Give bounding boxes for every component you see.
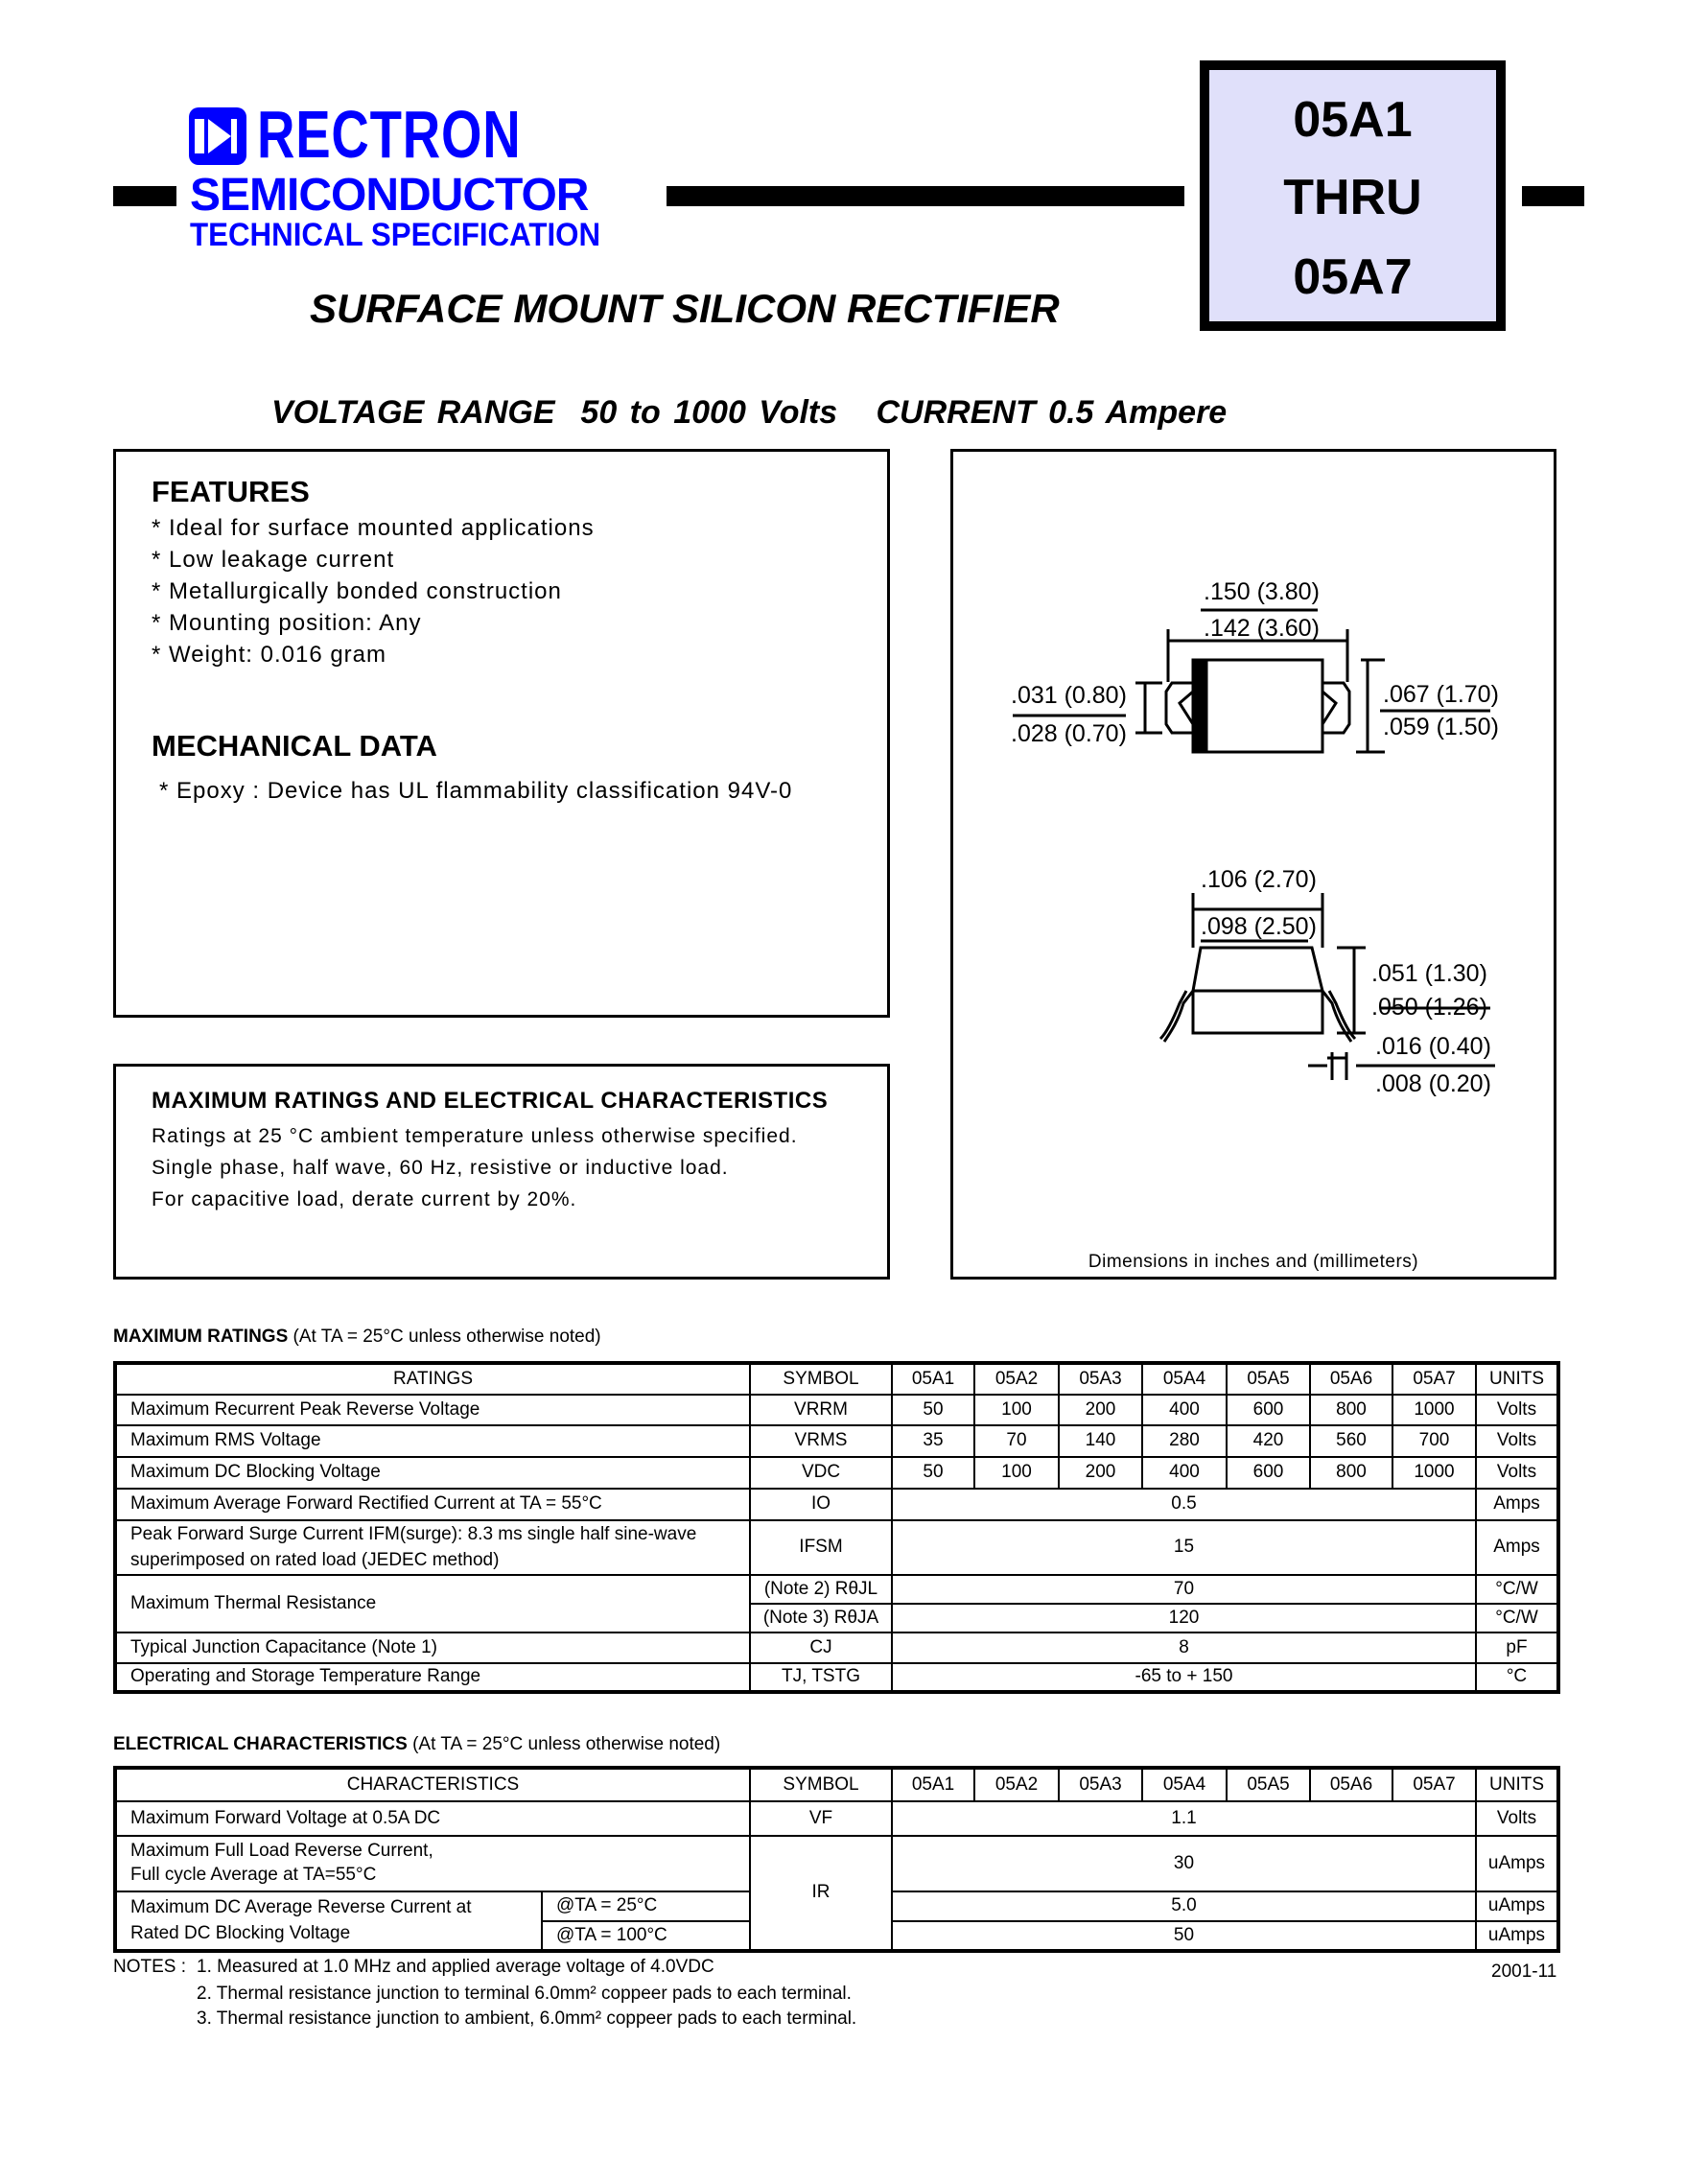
max-ratings-table [113, 1361, 1560, 1694]
feature-item: * Metallurgically bonded construction [152, 578, 562, 604]
note-item: 1. Measured at 1.0 MHz and applied average voltage of 4.0VDC [197, 1957, 714, 1977]
value-cell: 800 [1310, 1395, 1392, 1425]
brand-name: RECTRON [257, 97, 522, 172]
value-cell: 100 [974, 1457, 1059, 1489]
unit-cell: Amps [1476, 1489, 1558, 1520]
rating-symbol: VDC [750, 1457, 892, 1489]
note-item: 3. Thermal resistance junction to ambient, 6.0mm² coppeer pads to each terminal. [197, 2008, 857, 2029]
notes-prefix: NOTES : [113, 1957, 187, 1977]
rating-symbol: IFSM [750, 1520, 892, 1575]
package-outline-drawing [953, 452, 1554, 1277]
table-row [115, 1457, 1558, 1489]
part-from: 05A1 [1293, 92, 1413, 148]
unit-cell: uAmps [1476, 1891, 1558, 1921]
dim-height-min: .050 (1.26) [1371, 994, 1487, 1021]
char-symbol: IR [750, 1836, 892, 1951]
rating-symbol: VRMS [750, 1425, 892, 1457]
unit-cell: Amps [1476, 1520, 1558, 1575]
header-rule-middle [667, 186, 1184, 206]
max-ratings-label [113, 1327, 601, 1348]
feature-item: * Ideal for surface mounted applications [152, 515, 595, 541]
value-cell: 8 [892, 1632, 1476, 1663]
table-row [115, 1395, 1558, 1425]
value-cell: 0.5 [892, 1489, 1476, 1520]
value-cell: 120 [892, 1604, 1476, 1632]
dim-tab-width-min: .028 (0.70) [1011, 720, 1127, 747]
table-row [115, 1489, 1558, 1520]
rating-name-line: superimposed on rated load (JEDEC method) [130, 1549, 500, 1570]
part-number-box [1200, 60, 1506, 331]
part-thru: THRU [1283, 170, 1422, 225]
rating-name [115, 1520, 750, 1575]
value-cell: 1000 [1392, 1395, 1476, 1425]
header-rule-left [113, 186, 176, 206]
voltage-current-range: VOLTAGE RANGE 50 to 1000 Volts CURRENT 0.5 Ampere [271, 394, 1228, 431]
condition-cell: @TA = 25°C [542, 1891, 750, 1921]
condition-cell: @TA = 100°C [542, 1921, 750, 1951]
mechanical-heading: MECHANICAL DATA [152, 729, 437, 763]
brand-division: SEMICONDUCTOR [190, 170, 589, 221]
feature-item: * Low leakage current [152, 547, 395, 573]
value-cell: 200 [1059, 1457, 1142, 1489]
value-cell: -65 to + 150 [892, 1663, 1476, 1692]
ratings-info-heading: MAXIMUM RATINGS AND ELECTRICAL CHARACTERISTICS [152, 1088, 829, 1114]
value-cell: 15 [892, 1520, 1476, 1575]
value-cell: 600 [1227, 1457, 1310, 1489]
header-cell: 05A2 [974, 1768, 1059, 1801]
rating-symbol: VRRM [750, 1395, 892, 1425]
value-cell: 5.0 [892, 1891, 1476, 1921]
value-cell: 1000 [1392, 1457, 1476, 1489]
rating-symbol: (Note 2) RθJL [750, 1575, 892, 1604]
header-cell: 05A5 [1227, 1768, 1310, 1801]
value-cell: 400 [1142, 1457, 1227, 1489]
ratings-info-line: For capacitive load, derate current by 20%. [152, 1188, 577, 1210]
rating-name: Typical Junction Capacitance (Note 1) [115, 1632, 750, 1663]
header-cell: 05A1 [892, 1363, 974, 1395]
table-header-row [115, 1768, 1558, 1801]
value-cell: 50 [892, 1921, 1476, 1951]
ratings-info-box [113, 1064, 890, 1280]
dim-height-max: .051 (1.30) [1371, 960, 1487, 987]
rating-symbol: TJ, TSTG [750, 1663, 892, 1692]
max-ratings-title: MAXIMUM RATINGS [113, 1327, 289, 1347]
char-name-line: Full cycle Average at TA=55°C [130, 1865, 377, 1885]
dim-body-width-min: .059 (1.50) [1383, 714, 1499, 740]
header-cell: SYMBOL [750, 1363, 892, 1395]
header-cell: UNITS [1476, 1768, 1558, 1801]
dim-side-length-max: .106 (2.70) [1201, 866, 1317, 893]
table-row [115, 1520, 1558, 1575]
char-name [115, 1836, 750, 1891]
rating-symbol: CJ [750, 1632, 892, 1663]
elec-label [113, 1734, 720, 1755]
unit-cell: uAmps [1476, 1836, 1558, 1891]
note-item: 2. Thermal resistance junction to terminal 6.0mm² coppeer pads to each terminal. [197, 1984, 852, 2004]
mechanical-item: * Epoxy : Device has UL flammability classification 94V-0 [159, 778, 793, 804]
value-cell: 140 [1059, 1425, 1142, 1457]
value-cell: 70 [974, 1425, 1059, 1457]
value-cell: 50 [892, 1457, 974, 1489]
feature-item: * Mounting position: Any [152, 610, 422, 636]
char-symbol: VF [750, 1801, 892, 1836]
rating-name: Maximum RMS Voltage [115, 1425, 750, 1457]
header-cell: 05A6 [1310, 1363, 1392, 1395]
rectron-logo-icon [189, 107, 246, 165]
value-cell: 100 [974, 1395, 1059, 1425]
value-cell: 700 [1392, 1425, 1476, 1457]
value-cell: 420 [1227, 1425, 1310, 1457]
rating-symbol: (Note 3) RθJA [750, 1604, 892, 1632]
dim-lead-min: .008 (0.20) [1375, 1070, 1491, 1097]
max-ratings-condition: (At TA = 25°C unless otherwise noted) [292, 1327, 601, 1347]
rating-name: Operating and Storage Temperature Range [115, 1663, 750, 1692]
table-row [115, 1632, 1558, 1663]
package-diagram-box [950, 449, 1556, 1280]
value-cell: 50 [892, 1395, 974, 1425]
header-rule-right [1522, 186, 1584, 206]
unit-cell: Volts [1476, 1395, 1558, 1425]
header-cell: 05A1 [892, 1768, 974, 1801]
elec-condition: (At TA = 25°C unless otherwise noted) [412, 1734, 721, 1754]
header-cell: 05A7 [1392, 1768, 1476, 1801]
header-cell: CHARACTERISTICS [115, 1768, 750, 1801]
char-name: Maximum Forward Voltage at 0.5A DC [115, 1801, 750, 1836]
value-cell: 70 [892, 1575, 1476, 1604]
char-name-line: Maximum Full Load Reverse Current, [130, 1841, 433, 1862]
value-cell: 280 [1142, 1425, 1227, 1457]
rating-symbol: IO [750, 1489, 892, 1520]
table-row [115, 1801, 1558, 1836]
char-name-line: Maximum DC Average Reverse Current at [130, 1896, 472, 1917]
value-cell: 1.1 [892, 1801, 1476, 1836]
value-cell: 400 [1142, 1395, 1227, 1425]
value-cell: 200 [1059, 1395, 1142, 1425]
dim-body-length-max: .150 (3.80) [1204, 578, 1320, 605]
header-cell: 05A6 [1310, 1768, 1392, 1801]
unit-cell: uAmps [1476, 1921, 1558, 1951]
table-header-row [115, 1363, 1558, 1395]
features-box [113, 449, 890, 1018]
ratings-info-line: Ratings at 25 °C ambient temperature unless otherwise specified. [152, 1125, 798, 1147]
dim-body-length-min: .142 (3.60) [1204, 615, 1320, 642]
header-cell: UNITS [1476, 1363, 1558, 1395]
elec-title: ELECTRICAL CHARACTERISTICS [113, 1734, 408, 1754]
value-cell: 560 [1310, 1425, 1392, 1457]
char-name-line: Rated DC Blocking Voltage [130, 1922, 351, 1943]
value-cell: 35 [892, 1425, 974, 1457]
header-cell: 05A3 [1059, 1363, 1142, 1395]
page-title: SURFACE MOUNT SILICON RECTIFIER [310, 286, 1060, 331]
unit-cell: °C/W [1476, 1604, 1558, 1632]
table-row [115, 1575, 1558, 1604]
diagram-caption: Dimensions in inches and (millimeters) [1088, 1252, 1419, 1272]
header-cell: 05A5 [1227, 1363, 1310, 1395]
ratings-info-line: Single phase, half wave, 60 Hz, resistive or inductive load. [152, 1157, 729, 1179]
header-cell: RATINGS [115, 1363, 750, 1395]
rating-name: Maximum Average Forward Rectified Current at TA = 55°C [115, 1489, 750, 1520]
dim-side-length-min: .098 (2.50) [1201, 913, 1317, 940]
document-type: TECHNICAL SPECIFICATION [190, 217, 601, 253]
dim-lead-max: .016 (0.40) [1375, 1033, 1491, 1060]
header-cell: 05A4 [1142, 1768, 1227, 1801]
rating-name-line: Peak Forward Surge Current IFM(surge): 8.3 ms single half sine-wave [130, 1523, 697, 1544]
value-cell: 800 [1310, 1457, 1392, 1489]
unit-cell: Volts [1476, 1457, 1558, 1489]
features-heading: FEATURES [152, 475, 310, 508]
rating-name: Maximum DC Blocking Voltage [115, 1457, 750, 1489]
dim-body-width-max: .067 (1.70) [1383, 681, 1499, 708]
unit-cell: pF [1476, 1632, 1558, 1663]
table-row [115, 1425, 1558, 1457]
value-cell: 30 [892, 1836, 1476, 1891]
part-to: 05A7 [1293, 249, 1413, 305]
value-cell: 600 [1227, 1395, 1310, 1425]
char-name [115, 1891, 542, 1951]
header-cell: 05A7 [1392, 1363, 1476, 1395]
header-cell: SYMBOL [750, 1768, 892, 1801]
electrical-table [113, 1766, 1560, 1953]
table-row [115, 1663, 1558, 1692]
table-row [115, 1836, 1558, 1891]
unit-cell: °C/W [1476, 1575, 1558, 1604]
dim-tab-width-max: .031 (0.80) [1011, 682, 1127, 709]
unit-cell: Volts [1476, 1425, 1558, 1457]
feature-item: * Weight: 0.016 gram [152, 642, 387, 668]
header-cell: 05A3 [1059, 1768, 1142, 1801]
unit-cell: °C [1476, 1663, 1558, 1692]
header-cell: 05A4 [1142, 1363, 1227, 1395]
rating-name: Maximum Recurrent Peak Reverse Voltage [115, 1395, 750, 1425]
revision-date: 2001-11 [1491, 1961, 1557, 1982]
rating-name: Maximum Thermal Resistance [115, 1575, 750, 1632]
header-cell: 05A2 [974, 1363, 1059, 1395]
unit-cell: Volts [1476, 1801, 1558, 1836]
